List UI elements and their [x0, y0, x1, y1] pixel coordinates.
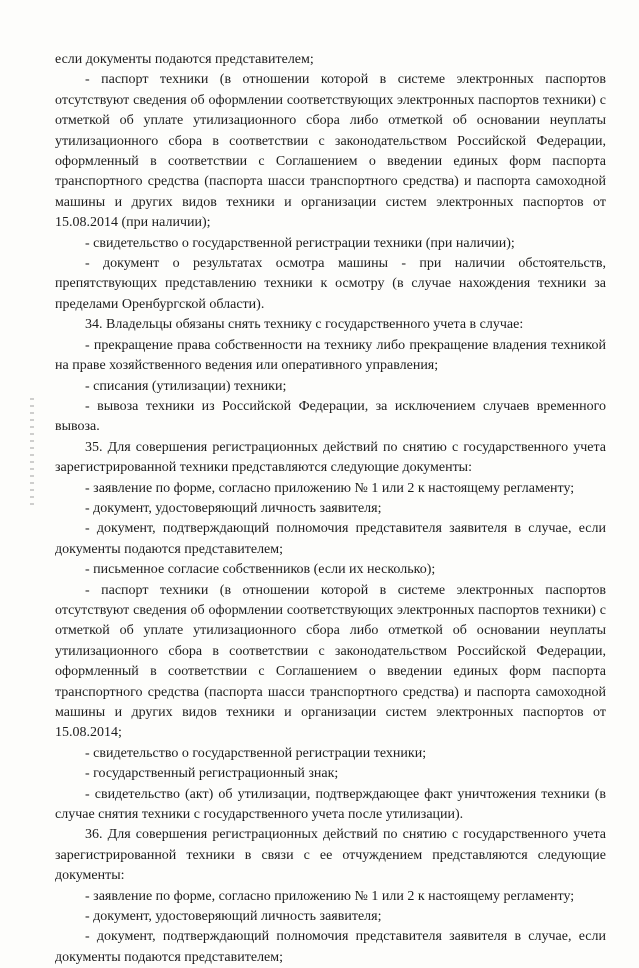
- scan-artifact: [30, 398, 34, 508]
- paragraph: - документ о результатах осмотра машины - при наличии обстоятельств, препятствующих представлению техники к осмотру (в случае нахождения техники за пределами Оренбургской области).: [55, 256, 606, 312]
- paragraph: - заявление по форме, согласно приложению № 1 или 2 к настоящему регламенту;: [85, 480, 575, 496]
- paragraph: - документ, удостоверяющий личность заявителя;: [85, 909, 382, 925]
- paragraph: - свидетельство (акт) об утилизации, подтверждающее факт уничтожения техники (в случае снятия техники с государственного учета после утилизации).: [55, 786, 606, 823]
- paragraph: - письменное согласие собственников (если их несколько);: [85, 562, 436, 578]
- paragraph: - паспорт техники (в отношении которой в системе электронных паспортов отсутствуют сведения об оформлении соответствующих электронных паспортов техники) с отметкой об уплате утилизационного сбора либо отметкой об основании неуплаты утилизационного сбора в соответствии с законодательством Российской Федерации, оформленный в соответствии с Соглашением о введении единых форм паспорта транспортного средства (паспорта шасси транспортного средства) и паспорта самоходной машины и других видов техники и организации систем электронных паспортов от 15.08.2014;: [55, 582, 606, 741]
- paragraph: - документ, подтверждающий полномочия представителя заявителя в случае, если документы подаются представителем;: [55, 521, 606, 557]
- paragraph: - документ, подтверждающий полномочия представителя заявителя в случае, если документы подаются представителем;: [55, 929, 606, 965]
- paragraph: - свидетельство о государственной регистрации техники (при наличии);: [85, 235, 515, 251]
- paragraph: если документы подаются представителем;: [55, 52, 314, 67]
- paragraph: 35. Для совершения регистрационных действий по снятию с государственного учета зарегистрированной техники представляются следующие документы:: [55, 439, 606, 476]
- paragraph: 36. Для совершения регистрационных действий по снятию с государственного учета зарегистрированной техники в связи с ее отчуждением представляются следующие документы:: [55, 827, 606, 884]
- paragraph: 34. Владельцы обязаны снять технику с государственного учета в случае:: [85, 317, 524, 333]
- paragraph: - свидетельство о государственной регистрации техники;: [85, 745, 427, 761]
- paragraph: - вывоза техники из Российской Федерации, за исключением случаев временного вывоза.: [55, 398, 606, 435]
- document-body: [55, 50, 606, 968]
- paragraph: - документ, удостоверяющий личность заявителя;: [85, 500, 382, 516]
- paragraph: - прекращение права собственности на технику либо прекращение владения техникой на праве хозяйственного ведения или оперативного управления;: [55, 337, 606, 374]
- paragraph: - государственный регистрационный знак;: [85, 766, 339, 782]
- paragraph: - списания (утилизации) техники;: [85, 378, 287, 394]
- paragraph: - заявление по форме, согласно приложению № 1 или 2 к настоящему регламенту;: [85, 888, 575, 904]
- paragraph: - паспорт техники (в отношении которой в системе электронных паспортов отсутствуют сведения об оформлении соответствующих электронных паспортов техники) с отметкой об уплате утилизационного сбора либо отметкой об основании неуплаты утилизационного сбора в соответствии с законодательством Российской Федерации, оформленный в соответствии с Соглашением о введении единых форм паспорта транспортного средства (паспорта шасси транспортного средства) и паспорта самоходной машины и других видов техники и организации систем электронных паспортов от 15.08.2014 (при наличии);: [55, 72, 606, 231]
